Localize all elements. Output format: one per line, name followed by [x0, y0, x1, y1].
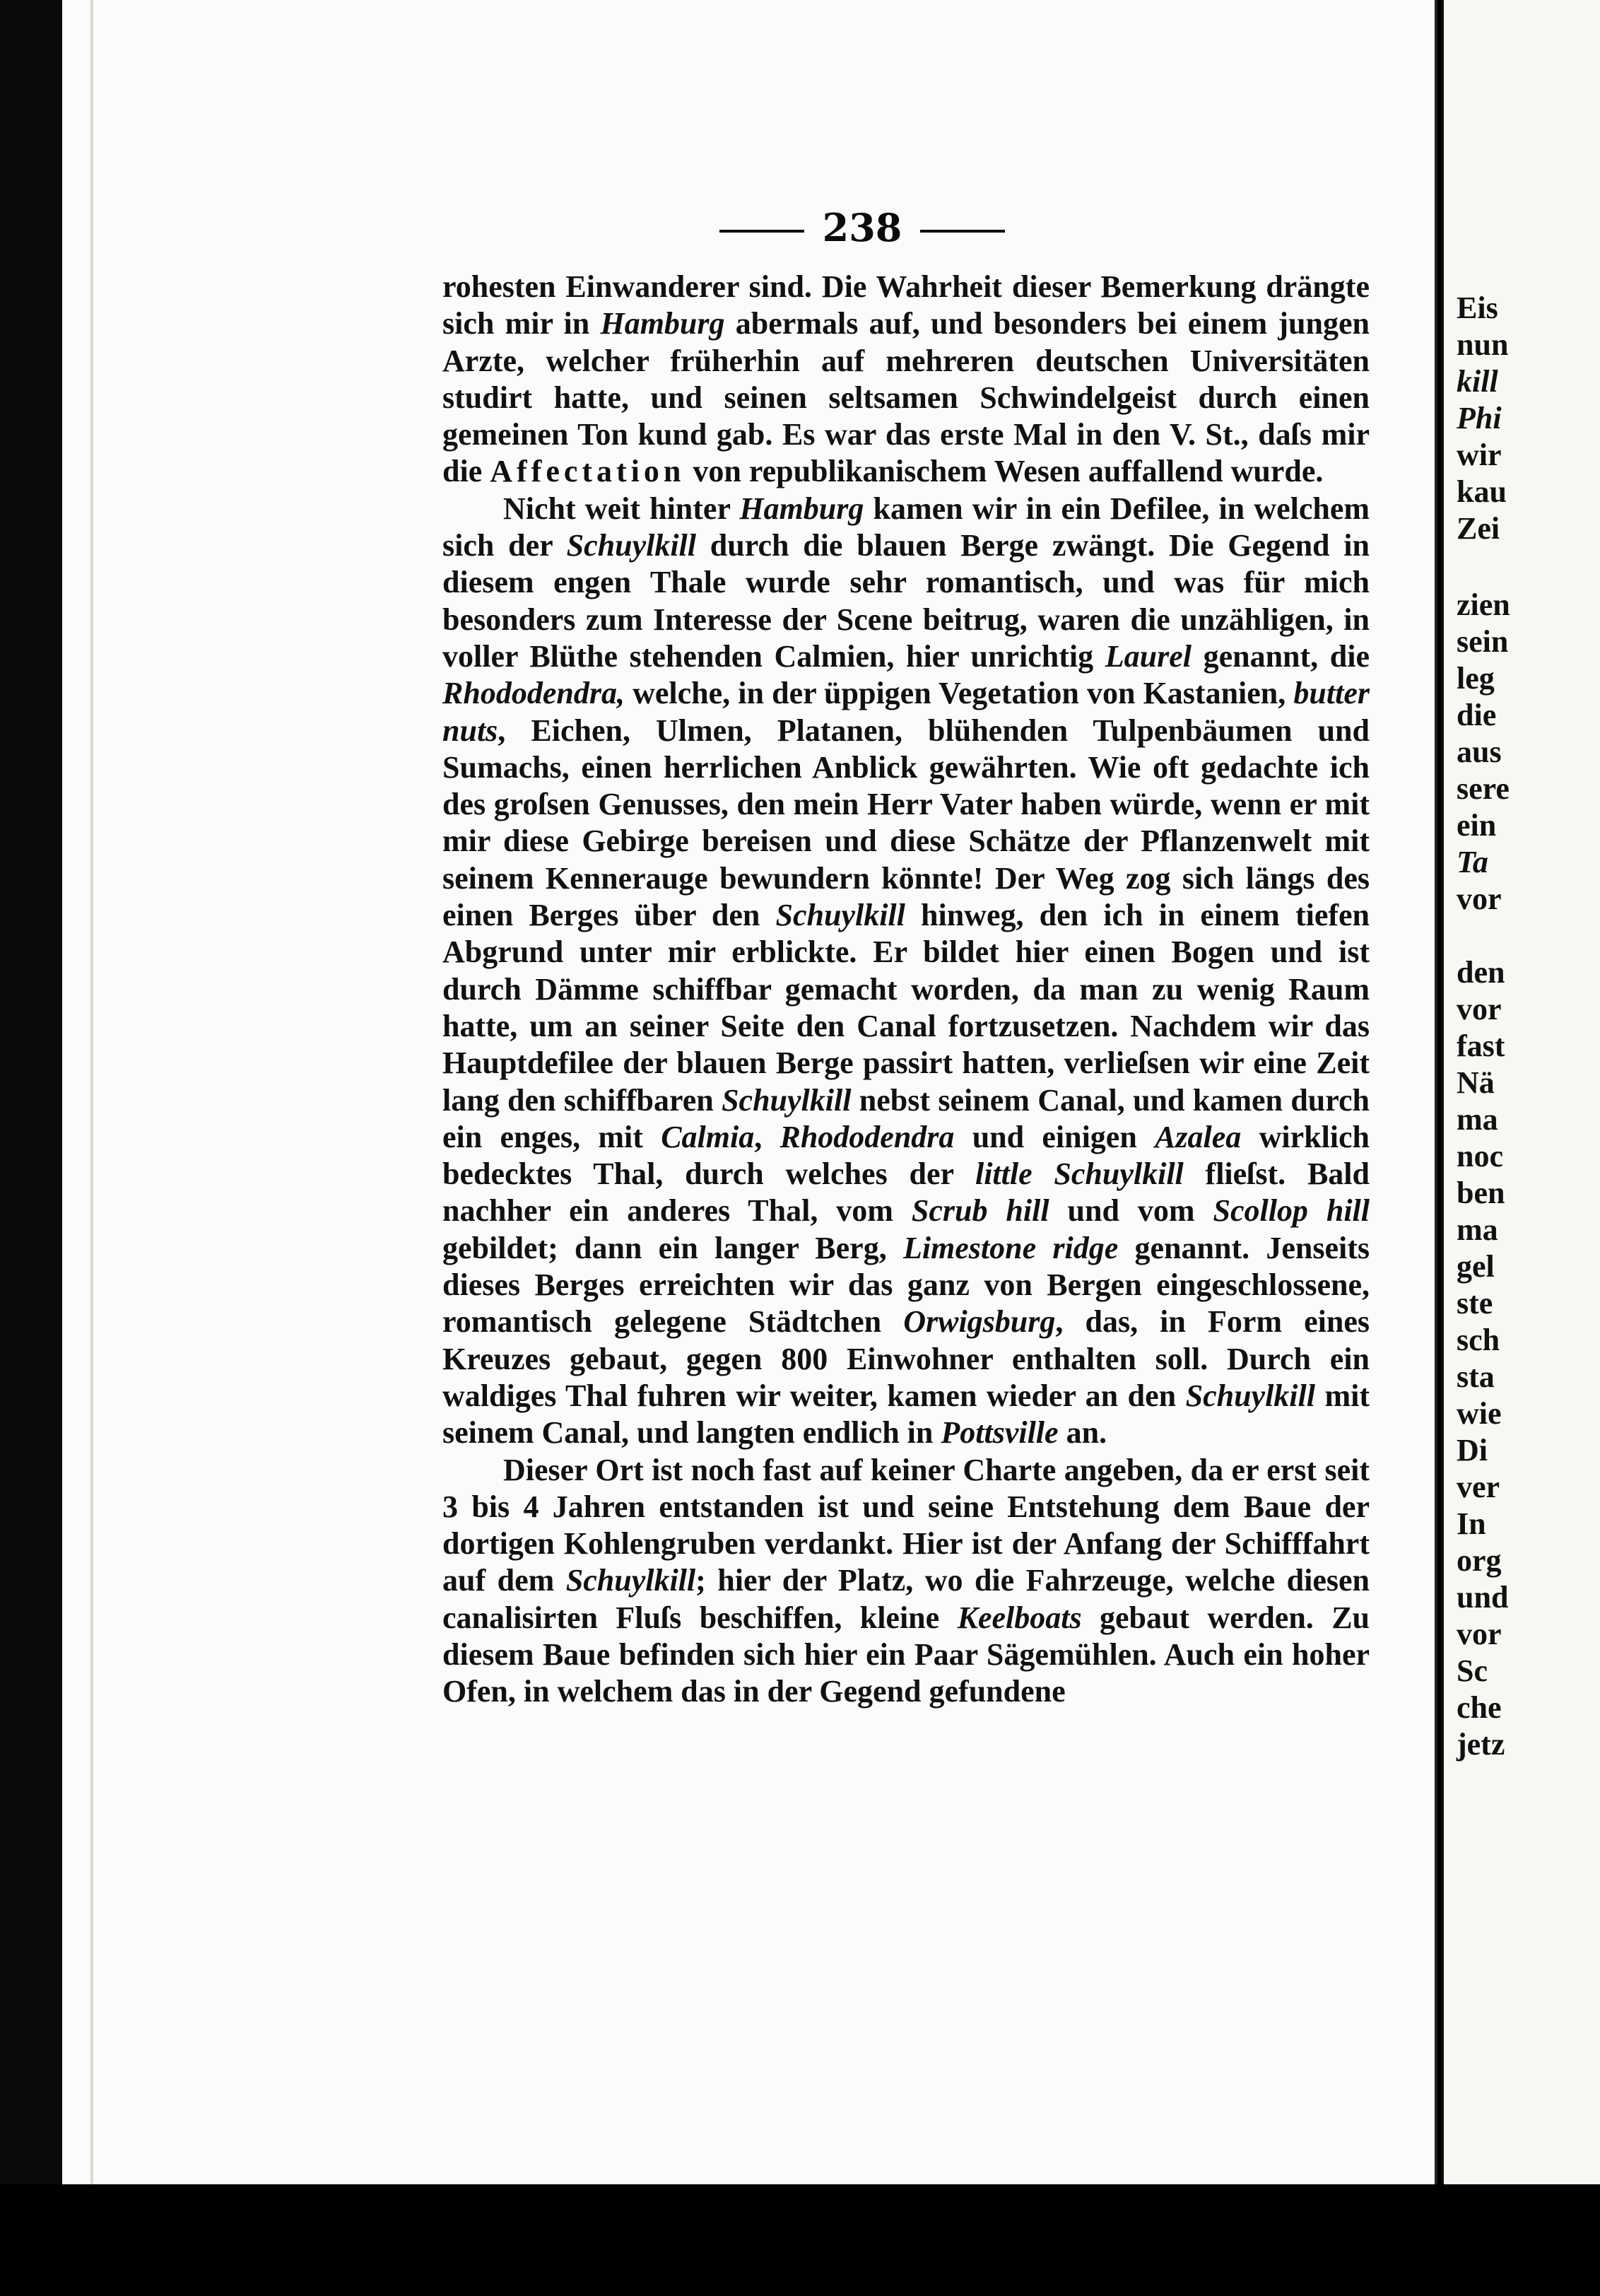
- adjacent-page-fragment: Phi: [1457, 401, 1502, 435]
- place-name-italic: Scrub hill: [911, 1193, 1049, 1229]
- text-run: gebildet; dann ein langer Berg,: [442, 1230, 903, 1265]
- text-run: mit seinem Canal, und langten endlich in: [442, 1378, 1370, 1451]
- adjacent-page-fragment: gel: [1457, 1249, 1495, 1284]
- term-italic: Keelboats: [957, 1600, 1082, 1635]
- place-name-italic: Schuylkill: [566, 528, 696, 563]
- plant-name-italic: butter nuts: [442, 676, 1370, 748]
- place-name-italic: Schuylkill: [775, 898, 905, 933]
- text-run: hinweg, den ich in einem tiefen Abgrund unter mir erblickte. Er bildet hier einen Bogen und ist durch Dämme schiffbar gemacht worden, da man zu wenig Raum hatte, um an seiner Seite den Canal fortzusetzen. Nachdem wir das Hauptdefilee der blauen Berge passirt hatten, verlieſsen wir eine Zeit lang den schiffbaren: [442, 898, 1370, 1118]
- adjacent-page-fragment: vor: [1457, 992, 1502, 1026]
- adjacent-page-fragment: ma: [1457, 1102, 1498, 1137]
- place-name-italic: Limestone ridge: [902, 1230, 1119, 1265]
- adjacent-page-fragment: che: [1457, 1690, 1502, 1725]
- place-name-italic: Hamburg: [600, 306, 725, 341]
- adjacent-page-fragment: org: [1457, 1543, 1502, 1578]
- text-run: genannt. Jenseits dieses Berges erreichten wir das ganz von Bergen eingeschlossene, romantisch gelegene Städtchen: [442, 1230, 1370, 1340]
- plant-name-italic: Rhododendra: [780, 1119, 955, 1154]
- text-run: und vom: [1049, 1193, 1213, 1229]
- adjacent-page-fragment: Ta: [1457, 845, 1488, 879]
- paragraph-3: [442, 1452, 1370, 1711]
- adjacent-page-fragment: den: [1457, 955, 1505, 990]
- spaced-emphasis: Affectation: [490, 454, 686, 489]
- text-run: flieſst. Bald nachher ein anderes Thal, vom: [442, 1156, 1370, 1229]
- adjacent-page-fragment: fast: [1457, 1029, 1505, 1063]
- paragraph-1: [442, 269, 1370, 491]
- text-run: , das, in Form eines Kreuzes gebaut, gegen 800 Einwohner enthalten soll. Durch ein waldiges Thal fuhren wir weiter, kamen wieder an den: [442, 1304, 1370, 1413]
- place-name-italic: Scollop hill: [1213, 1193, 1370, 1229]
- header-rule-left: [719, 230, 804, 233]
- text-run: abermals auf, und besonders bei einem jungen Arzte, welcher früherhin auf mehreren deutschen Universitäten studirt hatte, und seinen seltsamen Schwindelgeist durch einen gemeinen Ton kund gab. Es war das erste Mal in den V. St., daſs mir die: [442, 306, 1370, 489]
- text-run: , Eichen, Ulmen, Platanen, blühenden Tulpenbäumen und Sumachs, einen herrlichen Anblick gewährten. Wie oft gedachte ich des groſsen Genusses, den mein Herr Vater haben würde, wenn er mit mir diese Gebirge bereisen und diese Schätze der Pflanzenwelt mit seinem Kennerauge bewundern könnte! Der Weg zog sich längs des einen Berges über den: [442, 713, 1370, 933]
- scan-bottom-margin: [0, 2184, 1600, 2296]
- adjacent-page-fragment: sta: [1457, 1359, 1495, 1394]
- adjacent-page-fragment: zien: [1457, 587, 1510, 622]
- page-header: [700, 205, 1025, 250]
- adjacent-page-fragment: leg: [1457, 661, 1495, 696]
- text-run: gebaut werden. Zu diesem Baue befinden sich hier ein Paar Sägemühlen. Auch ein hoher Ofen, in welchem das in der Gegend gefundene: [442, 1600, 1370, 1709]
- adjacent-page-fragment: und: [1457, 1580, 1509, 1615]
- place-name-italic: Schuylkill: [565, 1563, 696, 1598]
- adjacent-page-fragment: ste: [1457, 1286, 1493, 1320]
- page-number: 238: [822, 205, 902, 250]
- header-rule-right: [920, 230, 1005, 233]
- plant-name-italic: Laurel: [1105, 638, 1192, 674]
- adjacent-page-fragment: ver: [1457, 1470, 1500, 1504]
- adjacent-page-fragment: jetz: [1457, 1727, 1505, 1762]
- plant-name-italic: Calmia: [661, 1119, 755, 1154]
- place-name-italic: little Schuylkill: [975, 1156, 1184, 1192]
- adjacent-page-fragment: die: [1457, 698, 1497, 732]
- adjacent-page-fragment: wie: [1457, 1396, 1502, 1431]
- place-name-italic: Schuylkill: [722, 1082, 852, 1118]
- adjacent-page-fragment: ben: [1457, 1176, 1505, 1210]
- text-run: durch die blauen Berge zwängt. Die Gegend in diesem engen Thale wurde sehr romantisch, und was für mich besonders zum Interesse der Scene beitrug, waren die unzähligen, in voller Blüthe stehenden Calmien, hier unrichtig: [442, 528, 1370, 674]
- body-text: [442, 269, 1370, 1711]
- text-run: von republikanischem Wesen auffallend wurde.: [685, 454, 1324, 489]
- text-run: und einigen: [954, 1119, 1155, 1154]
- adjacent-page-fragment: ein: [1457, 808, 1497, 843]
- text-run: Dieser Ort ist noch fast auf keiner Charte angeben, da er erst seit 3 bis 4 Jahren entstanden ist und seine Entstehung dem Baue der dortigen Kohlengruben verdankt. Hier ist der Anfang der Schifffahrt auf dem: [442, 1452, 1370, 1598]
- adjacent-page-fragment: Nä: [1457, 1065, 1495, 1100]
- adjacent-page-fragment: sere: [1457, 771, 1510, 806]
- text-run: rohesten Einwanderer sind. Die Wahrheit dieser Bemerkung drängte sich mir in: [442, 269, 1370, 341]
- place-name-italic: Schuylkill: [1185, 1378, 1315, 1413]
- text-run: genannt, die: [1191, 638, 1370, 674]
- text-run: ,: [754, 1119, 780, 1154]
- adjacent-page-fragment: sch: [1457, 1323, 1500, 1357]
- adjacent-page-fragment: Di: [1457, 1433, 1488, 1468]
- text-run: an.: [1058, 1415, 1107, 1451]
- place-name-italic: Pottsville: [941, 1415, 1059, 1451]
- adjacent-page-edge: [1442, 0, 1600, 2184]
- adjacent-page-fragment: vor: [1457, 882, 1502, 916]
- adjacent-page-fragment: kau: [1457, 474, 1507, 509]
- adjacent-page-fragment: aus: [1457, 734, 1502, 769]
- adjacent-page-fragment: sein: [1457, 624, 1509, 659]
- plant-name-italic: Rhododendra,: [442, 676, 625, 711]
- adjacent-page-fragment: nun: [1457, 327, 1509, 362]
- text-run: Nicht weit hinter: [503, 491, 740, 526]
- plant-name-italic: Azalea: [1155, 1119, 1242, 1154]
- text-run: wirklich bedecktes Thal, durch welches der: [442, 1119, 1370, 1192]
- place-name-italic: Orwigsburg: [903, 1304, 1056, 1340]
- adjacent-page-fragment: Eis: [1457, 291, 1498, 325]
- adjacent-page-fragment: vor: [1457, 1617, 1502, 1651]
- adjacent-page-fragment: noc: [1457, 1139, 1503, 1173]
- place-name-italic: Hamburg: [739, 491, 864, 526]
- text-run: nebst seinem Canal, und kamen durch ein enges, mit: [442, 1082, 1370, 1154]
- adjacent-page-fragment: kill: [1457, 364, 1498, 399]
- paragraph-2: [442, 491, 1370, 1452]
- text-run: kamen wir in ein Defilee, in welchem sich der: [442, 491, 1370, 563]
- adjacent-page-fragment: Sc: [1457, 1653, 1488, 1688]
- adjacent-page-fragment: ma: [1457, 1212, 1498, 1247]
- text-run: welche, in der üppigen Vegetation von Kastanien,: [624, 676, 1294, 711]
- adjacent-page-fragment: In: [1457, 1506, 1486, 1541]
- text-run: ; hier der Platz, wo die Fahrzeuge, welche diesen canalisirten Fluſs beschiffen, kleine: [442, 1563, 1370, 1635]
- adjacent-page-fragment: wir: [1457, 438, 1502, 472]
- adjacent-page-fragment: Zei: [1457, 511, 1500, 546]
- book-binding-edge: [0, 0, 62, 2296]
